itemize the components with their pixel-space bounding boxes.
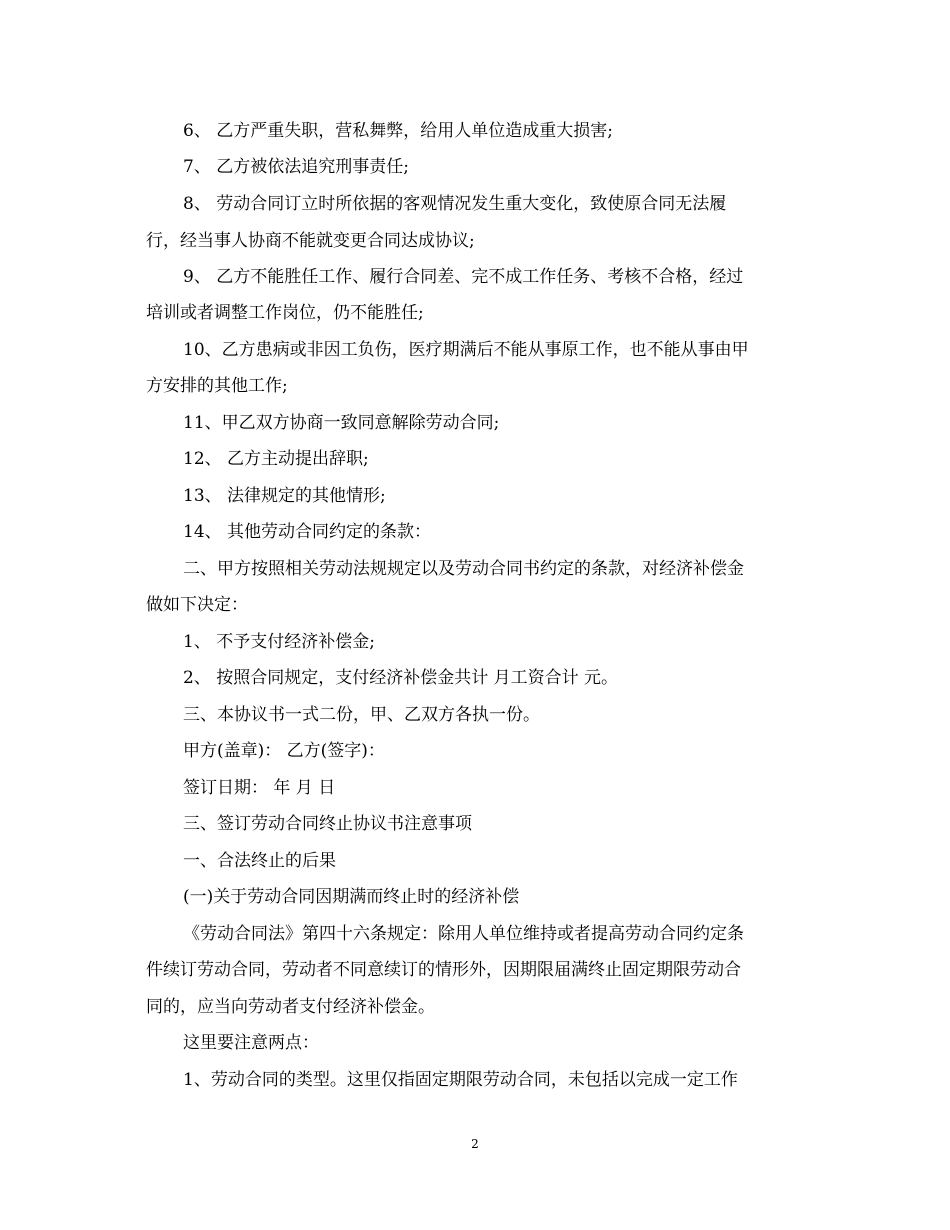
text-line: 《劳动合同法》第四十六条规定：除用人单位维持或者提高劳动合同约定条 xyxy=(183,924,744,944)
text-line: 6、 乙方严重失职，营私舞弊，给用人单位造成重大损害; xyxy=(183,121,613,141)
text-line: 11、甲乙双方协商一致同意解除劳动合同; xyxy=(183,413,500,433)
text-line: 这里要注意两点： xyxy=(183,1033,319,1053)
text-line: 2、 按照合同规定，支付经济补偿金共计 月工资合计 元。 xyxy=(183,668,619,688)
signature-line: 甲方(盖章)： 乙方(签字)： xyxy=(183,741,385,761)
section-heading: 一、合法终止的后果 xyxy=(183,851,336,871)
text-line: 件续订劳动合同，劳动者不同意续订的情形外，因期限届满终止固定期限劳动合 xyxy=(146,960,741,980)
text-line: 三、本协议书一式二份，甲、乙双方各执一份。 xyxy=(183,705,540,725)
date-line: 签订日期： 年 月 日 xyxy=(183,778,336,798)
subsection-heading: (一)关于劳动合同因期满而终止时的经济补偿 xyxy=(183,887,520,907)
text-line: 培训或者调整工作岗位，仍不能胜任; xyxy=(146,303,424,323)
text-line: 9、 乙方不能胜任工作、履行合同差、完不成工作任务、考核不合格，经过 xyxy=(183,267,744,287)
text-line: 做如下决定： xyxy=(146,595,248,615)
text-line: 7、 乙方被依法追究刑事责任; xyxy=(183,157,409,177)
text-line: 方安排的其他工作; xyxy=(146,376,288,396)
text-line: 同的，应当向劳动者支付经济补偿金。 xyxy=(146,997,435,1017)
text-line: 14、 其他劳动合同约定的条款： xyxy=(183,522,432,542)
text-line: 1、 不予支付经济补偿金; xyxy=(183,632,375,652)
text-line: 行，经当事人协商不能就变更合同达成协议; xyxy=(146,231,475,251)
text-line: 12、 乙方主动提出辞职; xyxy=(183,449,369,469)
text-line: 1、劳动合同的类型。这里仅指固定期限劳动合同，未包括以完成一定工作 xyxy=(183,1070,738,1090)
section-heading: 三、签订劳动合同终止协议书注意事项 xyxy=(183,814,472,834)
text-line: 10、乙方患病或非因工负伤，医疗期满后不能从事原工作，也不能从事由甲 xyxy=(183,340,749,360)
text-line: 13、 法律规定的其他情形; xyxy=(183,486,386,506)
text-line: 8、 劳动合同订立时所依据的客观情况发生重大变化，致使原合同无法履 xyxy=(183,194,727,214)
text-line: 二、甲方按照相关劳动法规规定以及劳动合同书约定的条款，对经济补偿金 xyxy=(183,559,744,579)
page-number: 2 xyxy=(471,1137,479,1151)
